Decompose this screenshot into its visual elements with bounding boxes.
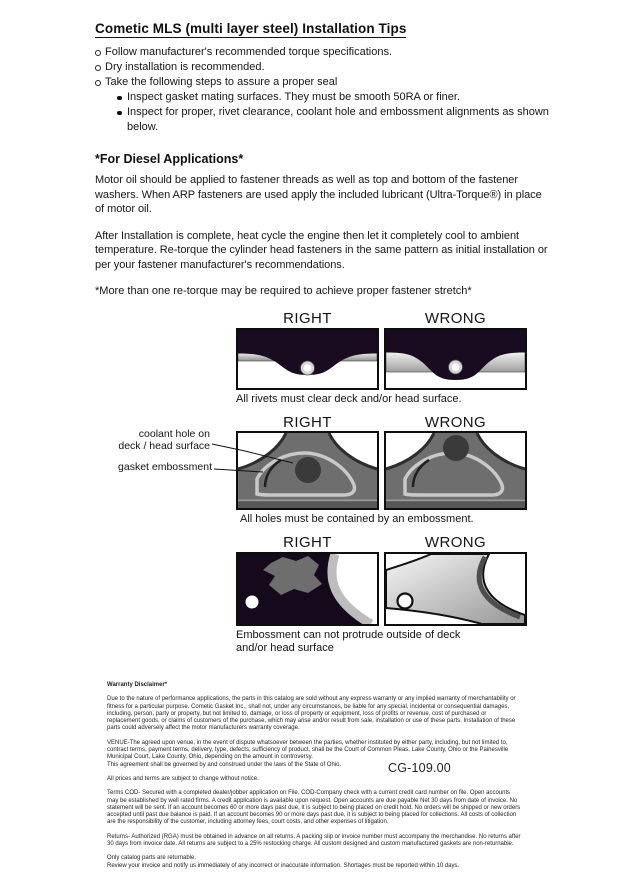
coolant-hole-label (95, 429, 210, 452)
installation-tips-list (95, 45, 555, 135)
list-item (95, 45, 555, 60)
tip-text: Inspect for proper, rivet clearance, coolant hole and embossment alignments as shown below. (127, 106, 549, 133)
tip-text: Take the following steps to assure a proper seal (105, 76, 338, 88)
row2-headers (236, 414, 527, 431)
row1-panels (236, 328, 527, 390)
row1-headers (236, 310, 527, 327)
label-line: deck / head surface (118, 439, 210, 452)
diagram-deck-wrong (384, 552, 527, 626)
circle-bullet-icon (95, 65, 101, 71)
disclaimer-paragraph: VENUE-The agreed upon venue, in the event of dispute whatsoever between the parties, whether instituted by either party, including, but not limited to, contract terms, payment terms, delivery, type, defects, sufficiency of product, shall be the Court of Common Pleas, Lake County, Ohio or the Painesville Municipal Court, Lake County, Ohio, depending on the amount in controversy. (107, 739, 509, 761)
wrong-label: WRONG (424, 534, 487, 551)
diagram-rivet-right (236, 328, 379, 390)
diagram-embossment-wrong (384, 431, 527, 510)
disclaimer-heading: Warranty Disclaimer* (107, 682, 168, 688)
row2-caption: All holes must be contained by an embossment. (240, 513, 474, 525)
diagram-embossment-right (236, 431, 379, 510)
gasket-embossment-label: gasket embossment (118, 461, 212, 473)
label-line: coolant hole on (138, 428, 210, 440)
row2-panels (236, 431, 527, 510)
page-code: CG-109.00 (388, 761, 451, 775)
wrong-label: WRONG (424, 310, 487, 327)
diesel-paragraph-1: Motor oil should be applied to fastener threads as well as top and bottom of the fastener washers. When ARP fasteners are used apply the included lubricant (Ultra-Torque®) in place of motor oil. (95, 174, 542, 215)
diagram-section (95, 310, 555, 655)
warranty-disclaimer (107, 682, 521, 870)
circle-bullet-icon (95, 50, 101, 56)
page-content (95, 20, 555, 877)
disclaimer-paragraph: Returns- Authorized (RGA) must be obtained in advance on all returns. A packing slip or invoice number must accompany the merchandise. No returns after 30 days from invoice date. All returns are subject to a 25% restocking charge. All custom designed and custom manufactured gaskets are non-returnable. (107, 833, 521, 848)
diesel-paragraph-2: After Installation is complete, heat cycle the engine then let it completely cool to ambient temperature. Re-torque the cylinder head fasteners in the same pattern as initial installation or per your fastener manufacturer's recommendations. (95, 229, 548, 271)
row3-headers (236, 534, 527, 551)
right-label: RIGHT (283, 534, 332, 551)
circle-bullet-icon (95, 80, 101, 86)
list-item (95, 75, 555, 90)
tip-text: Dry installation is recommended. (105, 61, 265, 73)
list-item (117, 105, 555, 135)
tip-text: Inspect gasket mating surfaces. They must be smooth 50RA or finer. (127, 91, 461, 103)
caption-line: and/or head surface (236, 642, 334, 654)
disclaimer-paragraph: Review your invoice and notify us immediately of any incorrect or inaccurate information. Shortages must be reported within 10 days. (107, 862, 460, 869)
retorque-note: *More than one re-torque may be required to achieve proper fastener stretch* (95, 285, 472, 297)
row2-body (95, 428, 555, 510)
disclaimer-paragraph: All prices and terms are subject to change without notice. (107, 775, 259, 782)
disclaimer-paragraph: This agreement shall be governed by and construed under the laws of the State of Ohio. (107, 761, 342, 768)
diagram-rivet-wrong (384, 328, 527, 390)
list-item (117, 90, 555, 105)
list-item (95, 60, 555, 75)
right-label: RIGHT (283, 414, 332, 431)
diesel-applications-heading: *For Diesel Applications* (95, 152, 244, 166)
tip-text: Follow manufacturer's recommended torque specifications. (105, 46, 393, 58)
diagram-deck-right (236, 552, 379, 626)
disclaimer-paragraph: Terms COD- Secured with a completed dealer/jobber application on File, COD-Company check with a current credit card number on file. Open accounts may be established by well rated firms. A credit application is available upon request. Open accounts are due payable Net 30 days from date of invoice. No statement will be sent. If an account becomes 60 or more days past due, it is subject to being placed on credit hold. No orders will be shipped or new orders accepted until past due balance is paid. If an account becomes 90 or more days past due, it is subject to being placed for collections. All costs of collection are the responsibility of the customer, including attorney fees, court costs, and other expenses of litigation. (107, 790, 521, 826)
row3-caption (236, 629, 555, 655)
page-title: Cometic MLS (multi layer steel) Installation Tips (95, 21, 407, 36)
row1-caption: All rivets must clear deck and/or head surface. (236, 393, 462, 405)
wrong-label: WRONG (424, 414, 487, 431)
row3-panels (236, 552, 527, 626)
disclaimer-paragraph: Due to the nature of performance applications, the parts in this catalog are sold without any express warranty or any implied warranty of merchantability or fitness for a particular purpose. Cometic Gasket Inc., shall not, under any circumstances, be liable for any special, incidental or consequential damages, including, person, party or property, but not limited to, damage, or loss of property or equipment, loss of profits or revenue, cost of purchased or replacement goods, or claims of customers of the purchase, which may arise and/or result from sale, installation or use of these parts. Installation of these parts could adversely affect the motor manufacturers warranty coverage. (107, 696, 516, 732)
dot-bullet-icon (117, 111, 122, 116)
disclaimer-paragraph: Only catalog parts are returnable. (107, 855, 197, 862)
caption-line: Embossment can not protrude outside of deck (236, 629, 461, 641)
right-label: RIGHT (283, 310, 332, 327)
dot-bullet-icon (117, 96, 122, 101)
